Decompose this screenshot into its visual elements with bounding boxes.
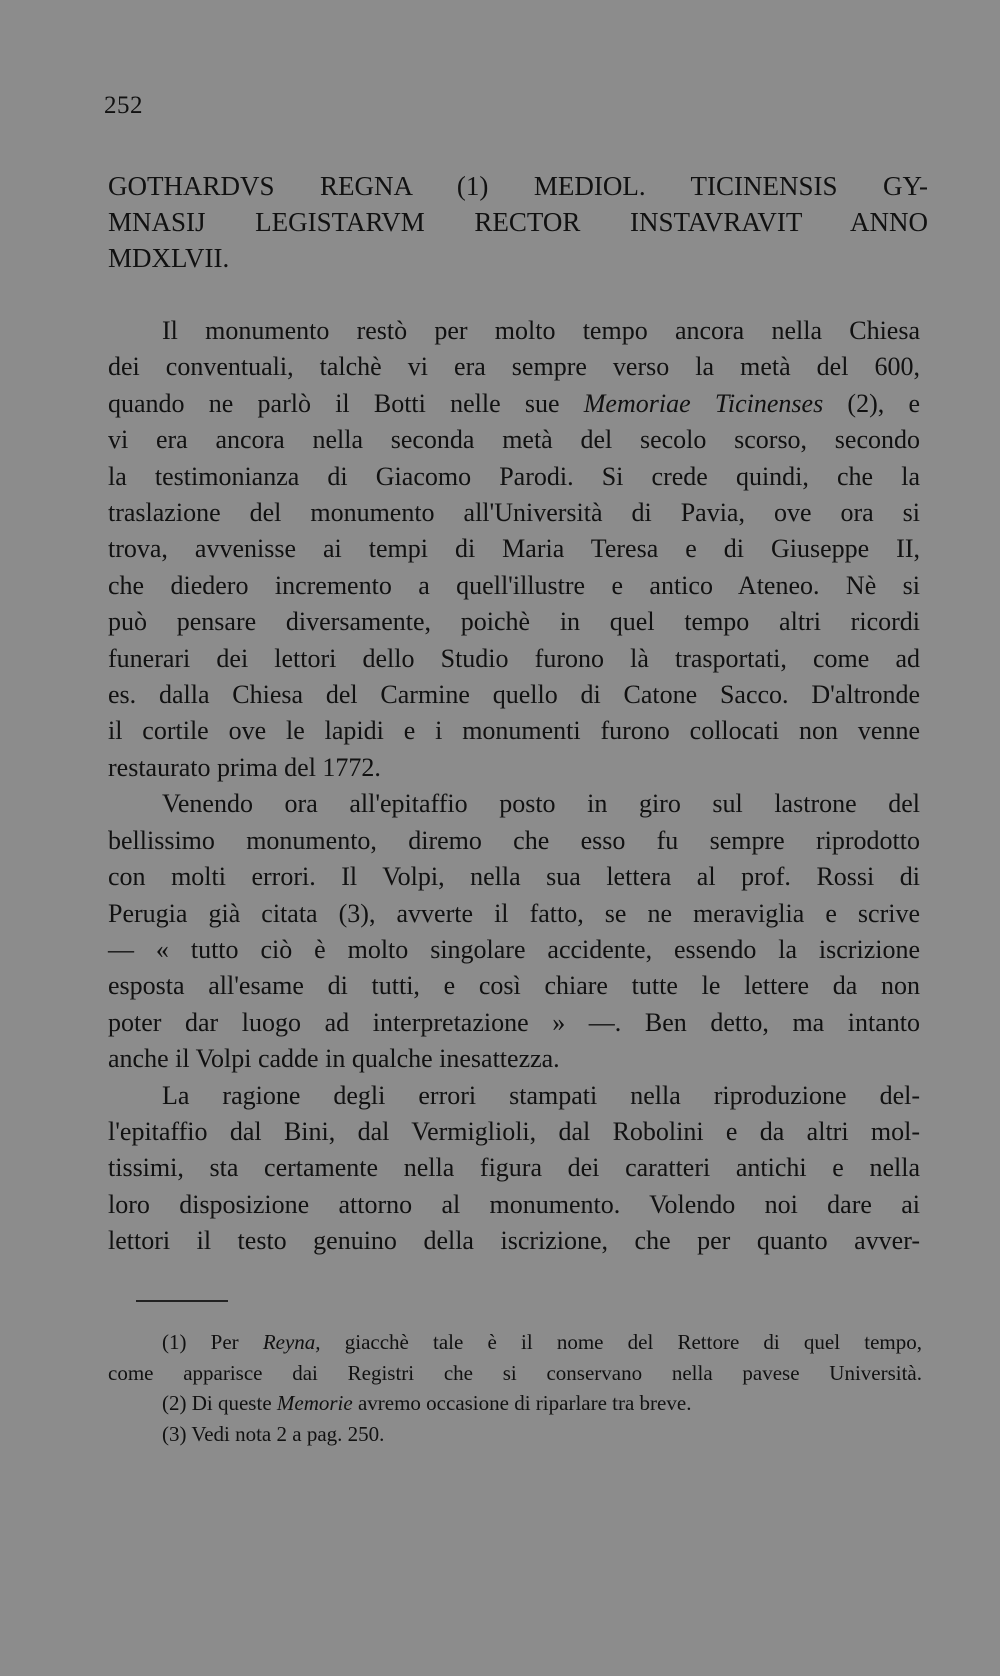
text-line: vi era ancora nella seconda metà del secolo scorso, secondo — [108, 425, 920, 455]
footnote-3: (3) Vedi nota 2 a pag. 250. — [162, 1421, 385, 1446]
footnotes — [108, 1327, 922, 1449]
text-line: esposta all'esame di tutti, e così chiare tutte le lettere da non — [108, 971, 920, 1001]
text-line: che diedero incremento a quell'illustre e antico Ateneo. Nè si — [108, 570, 920, 600]
text-line: Il monumento restò per molto tempo ancora nella Chiesa — [162, 316, 920, 345]
text-line: lettori il testo genuino della iscrizione, che per quanto avver- — [108, 1226, 920, 1256]
text-line: trova, avvenisse ai tempi di Maria Teresa e di Giuseppe II, — [108, 534, 920, 564]
text-line: loro disposizione attorno al monumento. Volendo noi dare ai — [108, 1189, 920, 1219]
text-line: con molti errori. Il Volpi, nella sua lettera al prof. Rossi di — [108, 862, 920, 892]
inscription-line: GOTHARDVS REGNA (1) MEDIOL. TICINENSIS GY- — [108, 171, 928, 201]
page-number: 252 — [104, 92, 143, 119]
text-line: quando ne parlò il Botti nelle sue Memoriae Ticinenses (2), e — [108, 388, 921, 418]
text-line: dei conventuali, talchè vi era sempre verso la metà del 600, — [108, 352, 920, 382]
text-line: il cortile ove le lapidi e i monumenti furono collocati non venne — [108, 716, 920, 746]
italic-title: Memorie — [276, 1391, 353, 1415]
inscription-line: MDXLVII. — [108, 243, 230, 273]
footnote-1-continued: come apparisce dai Registri che si conservano nella pavese Università. — [108, 1360, 922, 1385]
text-line: La ragione degli errori stampati nella riproduzione del- — [162, 1080, 920, 1110]
text-line: Perugia già citata (3), avverte il fatto, se ne meraviglia e scrive — [108, 898, 920, 928]
text-line: traslazione del monumento all'Università di Pavia, ove ora si — [108, 498, 920, 528]
text-line: poter dar luogo ad interpretazione » —. Ben detto, ma intanto — [108, 1007, 920, 1037]
text-line: es. dalla Chiesa del Carmine quello di Catone Sacco. D'altronde — [108, 680, 920, 710]
text-line: Venendo ora all'epitaffio posto in giro sul lastrone del — [162, 789, 920, 819]
footnote-2: (2) Di queste Memorie avremo occasione di riparlare tra breve. — [162, 1391, 692, 1415]
text-line: anche il Volpi cadde in qualche inesattezza. — [108, 1044, 560, 1074]
latin-inscription — [108, 168, 928, 276]
italic-name: Reyna, — [262, 1330, 321, 1354]
text-line: funerari dei lettori dello Studio furono là trasportati, come ad — [108, 643, 920, 673]
inscription-line: MNASIJ LEGISTARVM RECTOR INSTAVRAVIT ANNO — [108, 207, 928, 237]
text-line: tissimi, sta certamente nella figura dei caratteri antichi e nella — [108, 1153, 920, 1183]
text-line: — « tutto ciò è molto singolare accidente, essendo la iscrizione — [108, 934, 920, 964]
text-line: può pensare diversamente, poichè in quel tempo altri ricordi — [108, 607, 920, 637]
body-text — [108, 313, 920, 1260]
footnote-1: (1) Per Reyna, giacchè tale è il nome del Rettore di quel tempo, — [162, 1330, 922, 1354]
text-line: l'epitaffio dal Bini, dal Vermiglioli, dal Robolini e da altri mol- — [108, 1116, 920, 1146]
footnote-separator — [136, 1300, 228, 1302]
italic-title: Memoriae Ticinenses — [583, 388, 824, 418]
text-line: bellissimo monumento, diremo che esso fu sempre riprodotto — [108, 825, 920, 855]
text-line: la testimonianza di Giacomo Parodi. Si crede quindi, che la — [108, 461, 920, 491]
text-line: restaurato prima del 1772. — [108, 752, 381, 782]
